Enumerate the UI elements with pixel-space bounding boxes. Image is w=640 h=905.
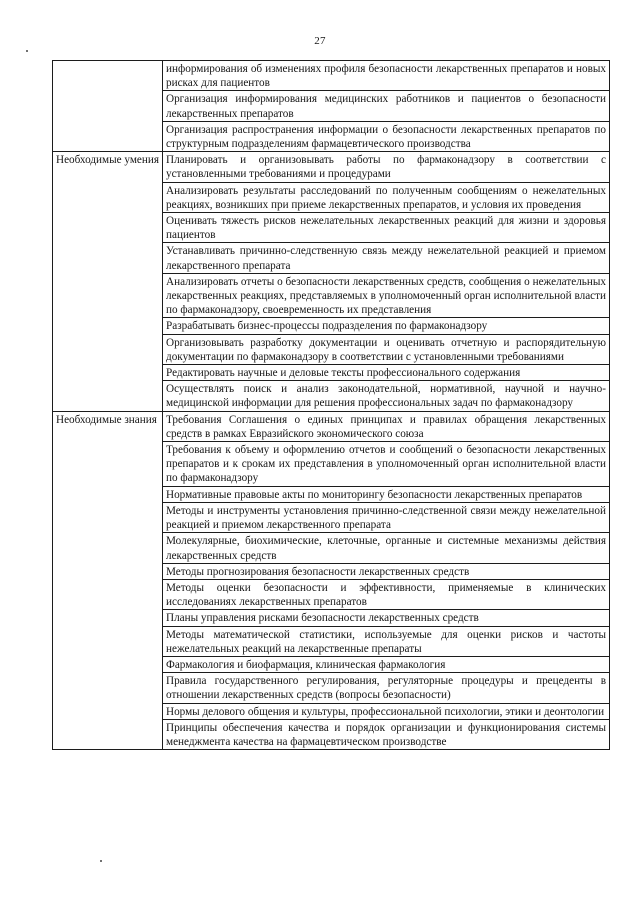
requirement-cell: Осуществлять поиск и анализ законодательной, нормативной, научной и научно-медицинской информации для решения профессиональных задач по фармаконадзору	[163, 381, 610, 411]
requirement-cell: Методы прогнозирования безопасности лекарственных средств	[163, 563, 610, 579]
requirement-cell: Фармакология и биофармация, клиническая фармакология	[163, 656, 610, 672]
table-row	[53, 411, 610, 441]
requirement-cell: Молекулярные, биохимические, клеточные, органные и системные механизмы действия лекарственных средств	[163, 533, 610, 563]
scan-speck	[26, 50, 28, 52]
requirements-table	[52, 60, 610, 750]
requirement-cell: Оценивать тяжесть рисков нежелательных лекарственных реакций для жизни и здоровья пациентов	[163, 213, 610, 243]
requirement-cell: Методы математической статистики, используемые для оценки рисков и частоты нежелательных реакций на лекарственные препараты	[163, 626, 610, 656]
requirement-cell: Анализировать отчеты о безопасности лекарственных средств, сообщения о нежелательных лекарственных реакциях, представляемых в уполномоченный орган исполнительной власти по фармаконадзору, своевременность их представления	[163, 273, 610, 318]
requirement-cell: информирования об изменениях профиля безопасности лекарственных препаратов и новых рисках для пациентов	[163, 61, 610, 91]
requirement-cell: Нормативные правовые акты по мониторингу безопасности лекарственных препаратов	[163, 486, 610, 502]
requirement-cell: Организация распространения информации о безопасности лекарственных препаратов по структурным подразделениям фармацевтического производства	[163, 121, 610, 151]
requirement-cell: Правила государственного регулирования, регуляторные процедуры и прецеденты в отношении лекарственных средств (вопросы безопасности)	[163, 673, 610, 703]
page-number: 27	[314, 35, 326, 47]
requirements-table-body	[53, 61, 610, 750]
requirement-cell: Организовывать разработку документации и оценивать отчетную и распорядительную документации по фармаконадзору в соответствии с установленными требованиями	[163, 334, 610, 364]
category-cell: Необходимые умения	[53, 152, 163, 411]
scan-speck	[100, 860, 102, 862]
requirement-cell: Требования Соглашения о единых принципах и правилах обращения лекарственных средств в рамках Евразийского экономического союза	[163, 411, 610, 441]
requirement-cell: Требования к объему и оформлению отчетов и сообщений о безопасности лекарственных препаратов и к срокам их представления в уполномоченный орган исполнительной власти по фармаконадзору	[163, 442, 610, 487]
requirement-cell: Методы оценки безопасности и эффективности, применяемые в клинических исследованиях лекарственных препаратов	[163, 579, 610, 609]
table-row	[53, 152, 610, 182]
requirement-cell: Устанавливать причинно-следственную связь между нежелательной реакцией и приемом лекарственного препарата	[163, 243, 610, 273]
requirement-cell: Нормы делового общения и культуры, профессиональной психологии, этики и деонтологии	[163, 703, 610, 719]
category-cell: Необходимые знания	[53, 411, 163, 749]
table-row	[53, 61, 610, 91]
requirement-cell: Принципы обеспечения качества и порядок организации и функционирования системы менеджмента качества на фармацевтическом производстве	[163, 719, 610, 749]
requirement-cell: Методы и инструменты установления причинно-следственной связи между нежелательной реакцией и приемом лекарственного препарата	[163, 502, 610, 532]
requirement-cell: Редактировать научные и деловые тексты профессионального содержания	[163, 365, 610, 381]
requirement-cell: Планировать и организовывать работы по фармаконадзору в соответствии с установленными требованиями и процедурами	[163, 152, 610, 182]
requirement-cell: Организация информирования медицинских работников и пациентов о безопасности лекарственных препаратов	[163, 91, 610, 121]
requirement-cell: Анализировать результаты расследований по полученным сообщениям о нежелательных реакциях, возникших при приеме лекарственных препаратов, и условия их проведения	[163, 182, 610, 212]
requirement-cell: Планы управления рисками безопасности лекарственных средств	[163, 610, 610, 626]
requirement-cell: Разрабатывать бизнес-процессы подразделения по фармаконадзору	[163, 318, 610, 334]
category-cell	[53, 61, 163, 152]
